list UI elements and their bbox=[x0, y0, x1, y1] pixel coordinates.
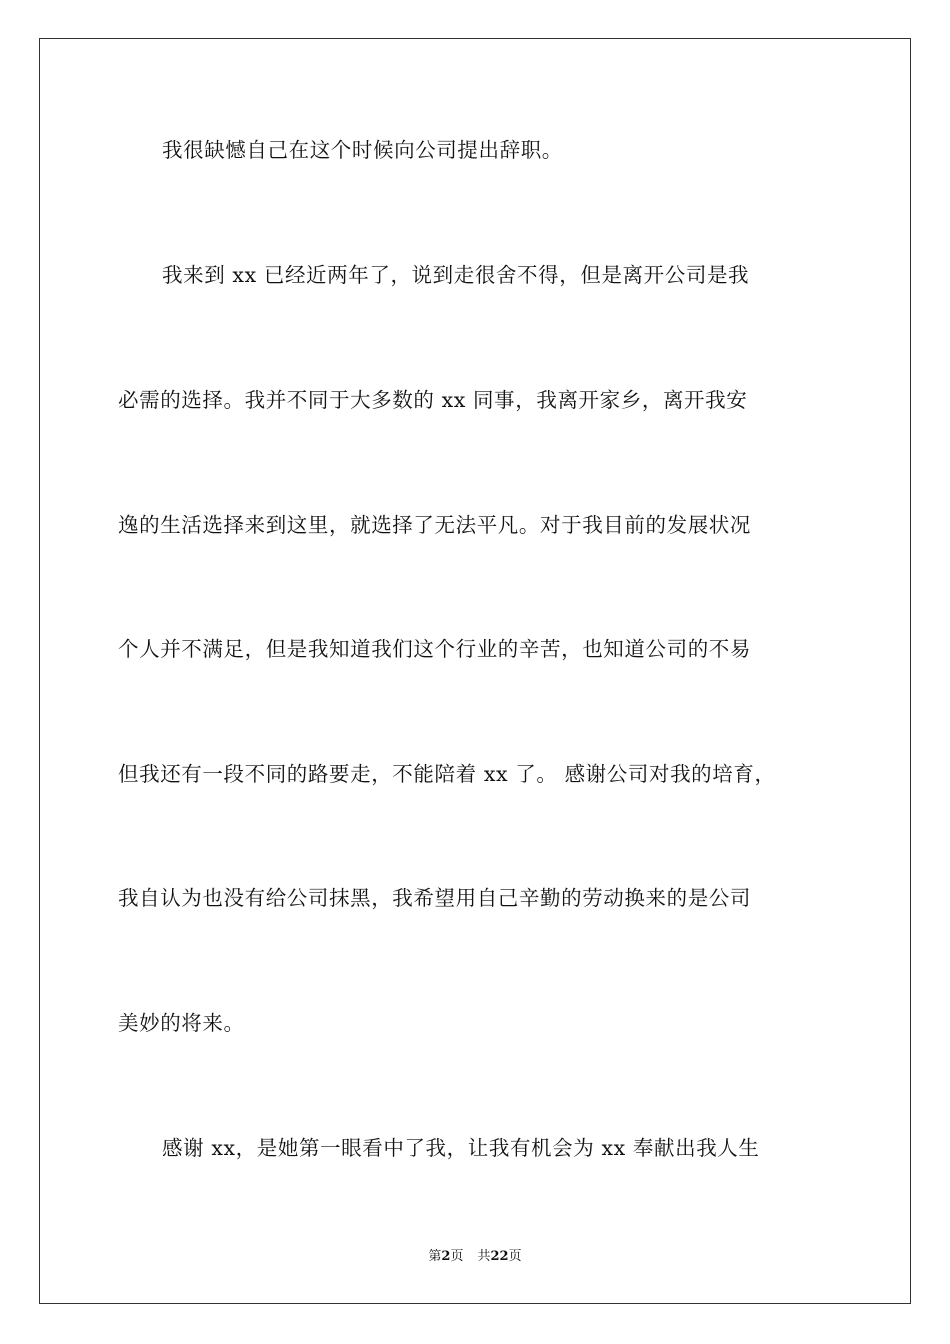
page-suffix: 页 bbox=[450, 1249, 464, 1264]
page-border bbox=[39, 38, 911, 1304]
paragraph-line-6: 但我还有一段不同的路要走，不能陪着 xx 了。 感谢公司对我的培育， bbox=[118, 762, 776, 786]
paragraph-line-5: 个人并不满足，但是我知道我们这个行业的辛苦，也知道公司的不易 bbox=[118, 637, 751, 661]
total-page-count: 22 bbox=[490, 1249, 509, 1264]
paragraph-line-1: 我很缺憾自己在这个时候向公司提出辞职。 bbox=[162, 138, 563, 162]
page-number-footer bbox=[0, 1248, 950, 1266]
total-prefix: 共 bbox=[477, 1249, 491, 1264]
total-suffix: 页 bbox=[508, 1249, 522, 1264]
paragraph-line-4: 逸的生活选择来到这里，就选择了无法平凡。对于我目前的发展状况 bbox=[118, 513, 751, 537]
paragraph-line-3: 必需的选择。我并不同于大多数的 xx 同事，我离开家乡，离开我安 bbox=[118, 388, 748, 412]
page-prefix: 第 bbox=[428, 1249, 442, 1264]
paragraph-line-9: 感谢 xx，是她第一眼看中了我，让我有机会为 xx 奉献出我人生 bbox=[162, 1136, 760, 1160]
paragraph-line-7: 我自认为也没有给公司抹黑，我希望用自己辛勤的劳动换来的是公司 bbox=[118, 886, 751, 910]
paragraph-line-8: 美妙的将来。 bbox=[118, 1011, 245, 1035]
paragraph-line-2: 我来到 xx 已经近两年了，说到走很舍不得，但是离开公司是我 bbox=[162, 263, 750, 287]
current-page-number: 2 bbox=[441, 1249, 451, 1264]
